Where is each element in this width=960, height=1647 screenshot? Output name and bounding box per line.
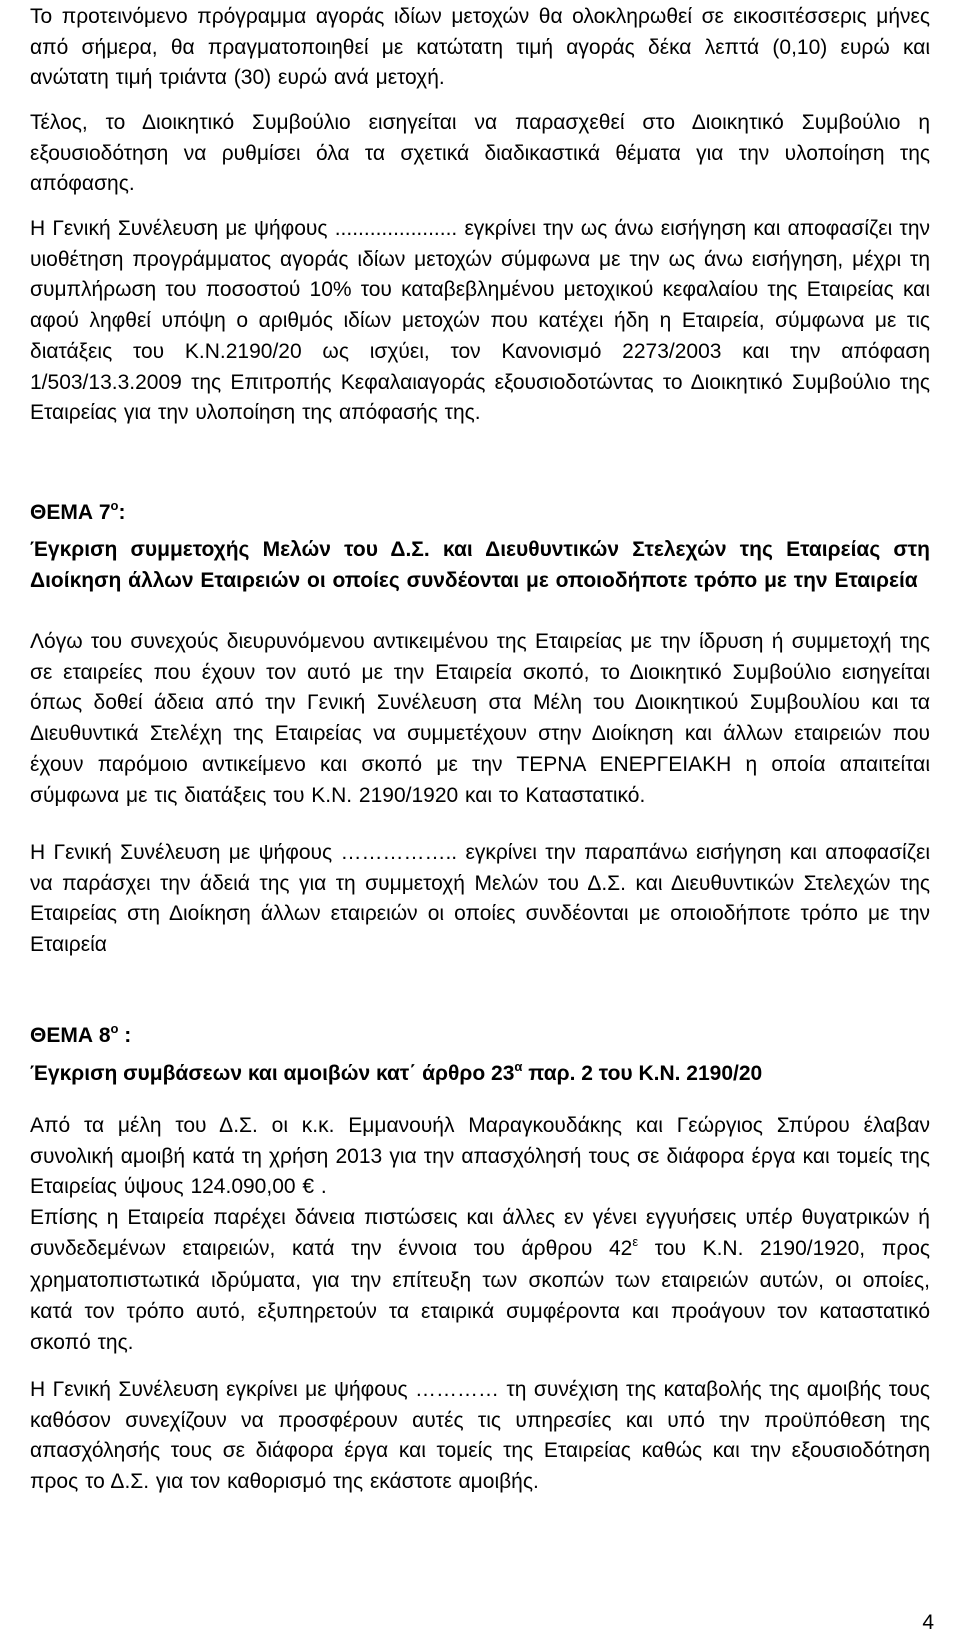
paragraph-assembly-participation-approval: Η Γενική Συνέλευση με ψήφους …………….. εγκρίνει την παραπάνω εισήγηση και αποφασίζει να παράσχει την άδειά της για τη συμμετοχή Μελών του Δ.Σ. και Διευθυντικών Στελεχών της Εταιρείας στη Διοίκηση άλλων εταιρειών οι οποίες συνδέονται με οποιοδήποτε τρόπο με την Εταιρεία	[30, 841, 930, 957]
paragraph-assembly-remuneration-approval: Η Γενική Συνέλευση εγκρίνει με ψήφους ………… τη συνέχιση της καταβολής της αμοιβής τους καθόσον συνεχίζουν να προσφέρουν αυτές τις υπηρεσίες και υπό την προϋπόθεση της απασχόλησής τους σε διάφορα έργα και τομείς της Εταιρείας καθώς και την εξουσιοδότηση προς το Δ.Σ. για τον καθορισμό της εκάστοτε αμοιβής.	[30, 1378, 930, 1494]
paragraph-buyback-terms: Το προτεινόμενο πρόγραμμα αγοράς ιδίων μετοχών θα ολοκληρωθεί σε εικοσιτέσσερις μήνες από σήμερα, θα πραγματοποιηθεί με κατώτατη τιμή αγοράς δέκα λεπτά (0,10) ευρώ και ανώτατη τιμή τριάντα (30) ευρώ ανά μετοχή.	[30, 5, 930, 90]
page-number: 4	[922, 1611, 934, 1634]
paragraph-loans-guarantees-sup: ε	[632, 1233, 639, 1249]
heading-thema-7-suffix: :	[118, 501, 126, 524]
paragraph-loans-guarantees-rest: του Κ.Ν. 2190/1920, προς χρηματοπιστωτικά ιδρύματα, για την επίτευξη των σκοπών των εταιρειών αυτών, οι οποίες, κατά τον τρόπο αυτό, εξυπηρετούν τα εταιρικά συμφέροντα και προάγουν τον καταστατικό σκοπό της.	[30, 1236, 930, 1354]
thema-8-title-main: Έγκριση συμβάσεων και αμοιβών κατ΄ άρθρο 23	[30, 1062, 515, 1085]
paragraph-assembly-buyback-approval: Η Γενική Συνέλευση με ψήφους ..................... εγκρίνει την ως άνω εισήγηση και αποφασίζει την υιοθέτηση προγράμματος αγοράς ιδίων μετοχών σύμφωνα με την ως άνω εισήγηση, μέχρι τη συμπλήρωση του ποσοστού 10% του καταβεβλημένου μετοχικού κεφαλαίου της Εταιρείας και αφού ληφθεί υπόψη ο αριθμός ιδίων μετοχών που κατέχει ήδη η Εταιρεία, σύμφωνα με τις διατάξεις του Κ.Ν.2190/20 ως ισχύει, τον Κανονισμό 2273/2003 και την απόφαση 1/503/13.3.2009 της Επιτροπής Κεφαλαιαγοράς εξουσιοδοτώντας το Διοικητικό Συμβούλιο της Εταιρείας για την υλοποίηση της απόφασής της.	[30, 217, 930, 425]
heading-thema-7-label: ΘΕΜΑ 7	[30, 501, 111, 524]
heading-thema-8-label: ΘΕΜΑ 8	[30, 1024, 111, 1047]
heading-thema-7	[30, 498, 125, 531]
heading-thema-7-sup: ο	[110, 498, 119, 513]
thema-8-title	[30, 1059, 762, 1092]
thema-8-title-rest: παρ. 2 του Κ.Ν. 2190/20	[522, 1062, 763, 1085]
heading-thema-8	[30, 1021, 131, 1054]
thema-8-title-sup: α	[514, 1059, 523, 1074]
heading-thema-8-suffix: :	[118, 1024, 132, 1047]
paragraph-loans-guarantees-main: Επίσης η Εταιρεία παρέχει δάνεια πιστώσεις και άλλες εν γένει εγγυήσεις υπέρ θυγατρικών ή συνδεδεμένων εταιρειών, κατά την έννοια του άρθρου 42	[30, 1206, 930, 1260]
paragraph-loans-guarantees	[30, 1203, 930, 1359]
paragraph-board-authorization: Τέλος, το Διοικητικό Συμβούλιο εισηγείται να παρασχεθεί στο Διοικητικό Συμβούλιο η εξουσιοδότηση να ρυθμίσει όλα τα σχετικά διαδικαστικά θέματα για την υλοποίηση της απόφασης.	[30, 111, 930, 196]
heading-thema-8-sup: ο	[110, 1021, 119, 1036]
paragraph-board-remuneration: Από τα μέλη του Δ.Σ. οι κ.κ. Εμμανουήλ Μαραγκουδάκης και Γεώργιος Σπύρου έλαβαν συνολική αμοιβή κατά τη χρήση 2013 για την απασχόλησή τους σε διάφορα έργα και τομείς της Εταιρείας ύψους 124.090,00 € .	[30, 1114, 930, 1199]
paragraph-board-participation: Λόγω του συνεχούς διευρυνόμενου αντικειμένου της Εταιρείας με την ίδρυση ή συμμετοχή της σε εταιρείες που έχουν τον αυτό με την Εταιρεία σκοπό, το Διοικητικό Συμβούλιο εισηγείται όπως δοθεί άδεια από την Γενική Συνέλευση στα Μέλη του Διοικητικού Συμβουλίου και τα Διευθυντικά Στελέχη της Εταιρείας να συμμετέχουν στην Διοίκηση και άλλων εταιρειών που έχουν παρόμοιο αντικείμενο και σκοπό με την ΤΕΡΝΑ ΕΝΕΡΓΕΙΑΚΗ η οποία απαιτείται σύμφωνα με τις διατάξεις του Κ.Ν. 2190/1920 και το Καταστατικό.	[30, 630, 930, 807]
thema-7-title: Έγκριση συμμετοχής Μελών του Δ.Σ. και Διευθυντικών Στελεχών της Εταιρείας στη Διοίκηση άλλων Εταιρειών οι οποίες συνδέονται με οποιοδήποτε τρόπο με την Εταιρεία	[30, 538, 930, 592]
